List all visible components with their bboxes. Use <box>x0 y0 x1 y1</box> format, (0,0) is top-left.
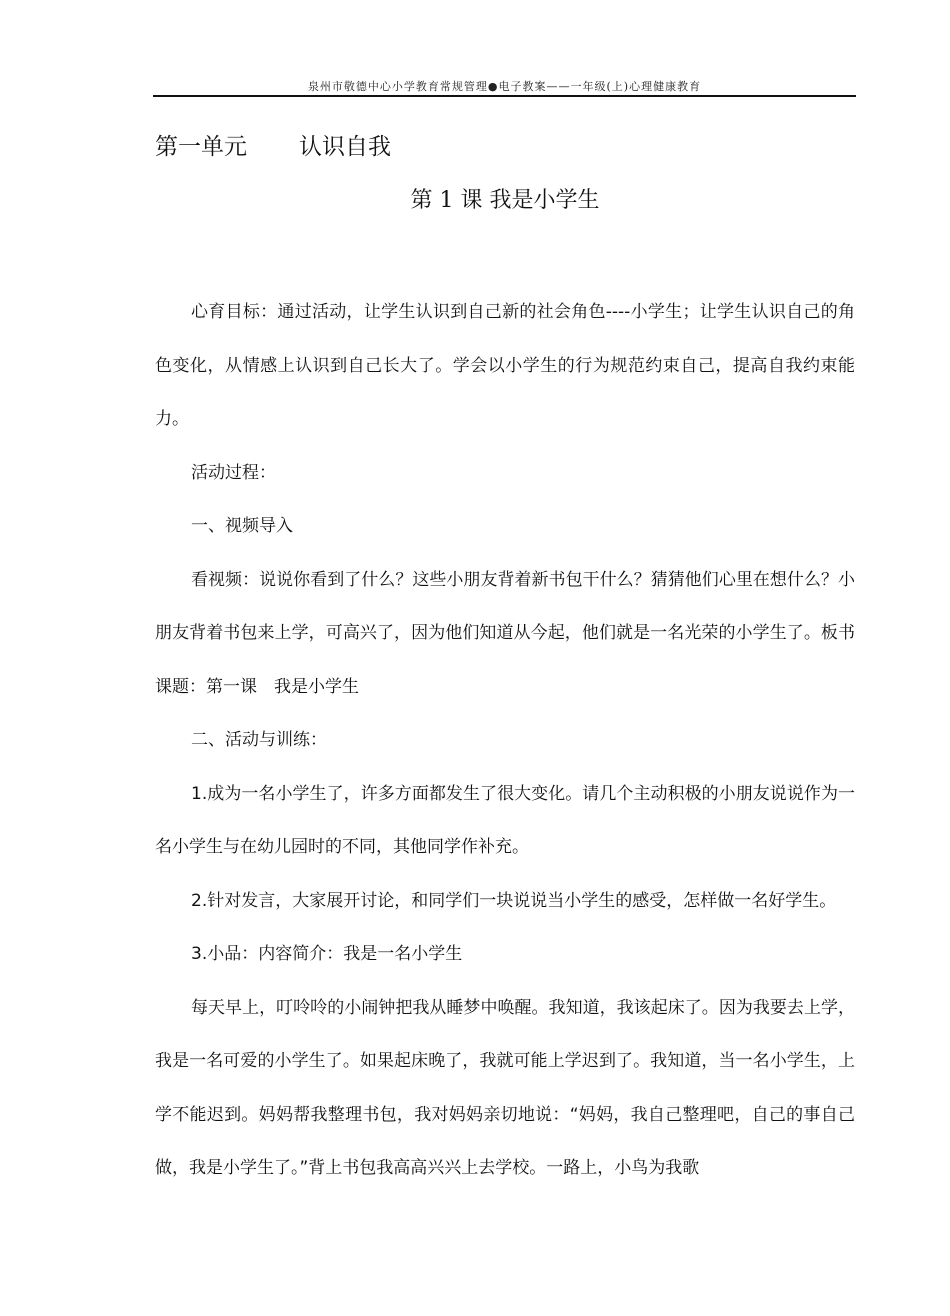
paragraph-activity-2: 2.针对发言，大家展开讨论，和同学们一块说说当小学生的感受，怎样做一名好学生。 <box>191 890 837 911</box>
paragraph-activity-1: 1.成为一名小学生了，许多方面都发生了很大变化。请几个主动积极的小朋友说说作为一名小学生与在幼儿园时的不同，其他同学作补充。 <box>155 783 855 857</box>
header-divider <box>153 95 856 97</box>
paragraph-activity-3: 3.小品：内容简介：我是一名小学生 <box>191 944 463 964</box>
unit-topic: 认识自我 <box>299 134 391 160</box>
page-header: 泉州市敬德中心小学教育常规管理●电子教案——一年级(上)心理健康教育 <box>307 80 702 93</box>
paragraph-process-heading: 活动过程： <box>191 462 276 483</box>
paragraph-skit: 每天早上，叮呤呤的小闹钟把我从睡梦中唤醒。我知道，我该起床了。因为我要去上学，我是一名可爱的小学生了。如果起床晚了，我就可能上学迟到了。我知道，当一名小学生，上学不能迟到。妈妈帮我整理书包，我对妈妈亲切地说：“妈妈，我自己整理吧，自己的事自己做，我是小学生了。”背上书包我高高兴兴上去学校。一路上，小鸟为我歌 <box>155 997 855 1178</box>
lesson-title: 第 1 课 我是小学生 <box>410 188 600 213</box>
paragraph-section-2-heading: 二、活动与训练： <box>191 730 327 750</box>
paragraph-section-1-heading: 一、视频导入 <box>191 516 293 536</box>
document-body <box>155 286 855 1196</box>
paragraph-goal: 心育目标：通过活动，让学生认识到自己新的社会角色----小学生；让学生认识自己的角色变化，从情感上认识到自己长大了。学会以小学生的行为规范约束自己，提高自我约束能力。 <box>155 302 855 429</box>
unit-label: 第一单元 <box>155 134 247 160</box>
unit-heading <box>155 128 391 161</box>
paragraph-video: 看视频：说说你看到了什么？这些小朋友背着新书包干什么？猜猜他们心里在想什么？小朋友背着书包来上学，可高兴了，因为他们知道从今起，他们就是一名光荣的小学生了。板书课题：第一课 我是小学生 <box>155 569 855 697</box>
